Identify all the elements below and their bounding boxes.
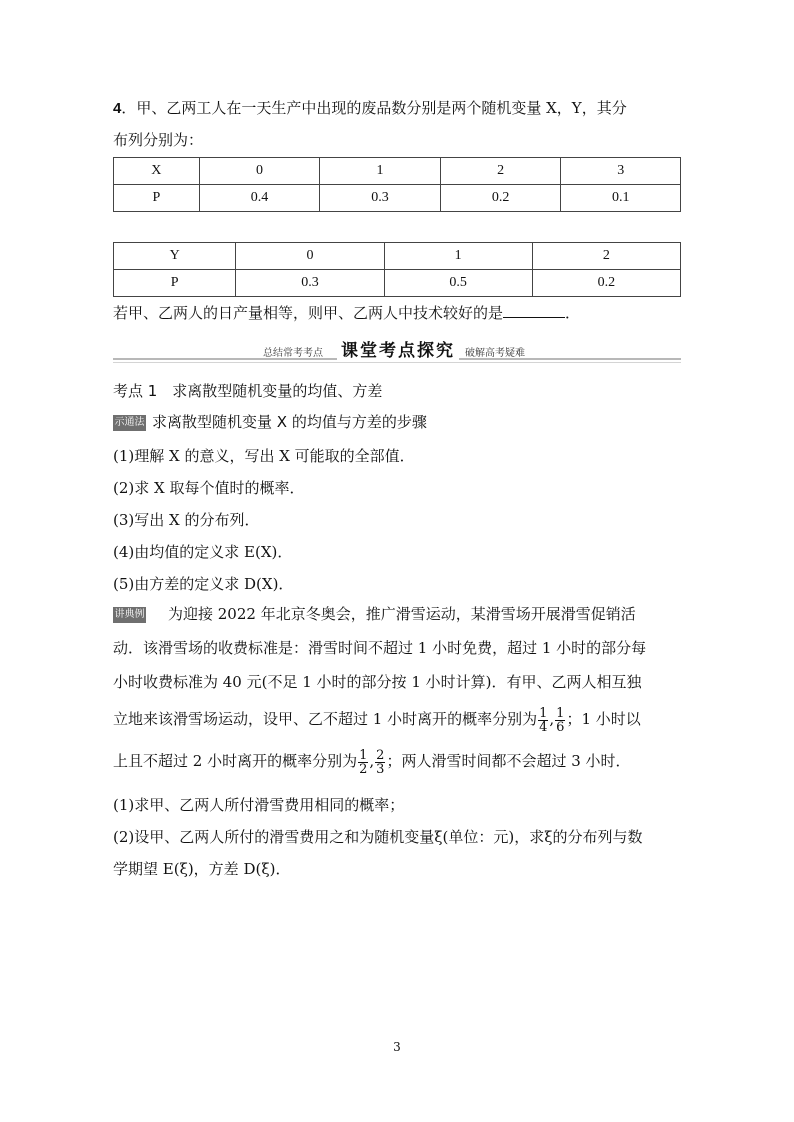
- fraction-denominator: 4: [539, 719, 548, 735]
- example-part-2-line-2: 学期望 E(ξ)，方差 D(ξ)．: [113, 860, 291, 878]
- section-banner: [113, 336, 681, 366]
- method-step: (1)理解 X 的意义，写出 X 可能取的全部值．: [113, 447, 415, 465]
- fraction-denominator: 2: [359, 761, 368, 777]
- question-4-line-1: [113, 98, 627, 119]
- banner-title: 课堂考点探究: [337, 336, 459, 361]
- method-step: (5)由方差的定义求 D(X)．: [113, 575, 294, 593]
- example-line-5: [113, 746, 631, 776]
- method-step: (4)由均值的定义求 E(X)．: [113, 543, 293, 561]
- table-cell: 0.2: [440, 185, 561, 212]
- answer-blank[interactable]: [503, 302, 565, 318]
- method-title: 求离散型随机变量 X 的均值与方差的步骤: [152, 413, 427, 431]
- example-text: ；1 小时以: [566, 710, 641, 728]
- table-cell: 0.3: [320, 185, 441, 212]
- banner-right-text: 破解高考疑难: [465, 348, 525, 359]
- example-text: 立地来该滑雪场运动，设甲、乙不超过 1 小时离开的概率分别为: [113, 710, 538, 728]
- method-heading: [113, 412, 427, 432]
- fraction: [538, 707, 548, 734]
- example-text: ；两人滑雪时间都不会超过 3 小时．: [386, 752, 631, 770]
- fraction-numerator: 1: [556, 705, 565, 721]
- fraction: [375, 749, 385, 776]
- distribution-table-y: [113, 242, 681, 297]
- fraction-denominator: 3: [376, 761, 385, 777]
- example-text: 为迎接 2022 年北京冬奥会，推广滑雪运动，某滑雪场开展滑雪促销活: [168, 605, 636, 623]
- table-cell: 2: [532, 243, 680, 270]
- table-y-header-row: [114, 243, 681, 270]
- example-text: 上且不超过 2 小时离开的概率分别为: [113, 752, 358, 770]
- method-step: (3)写出 X 的分布列．: [113, 511, 260, 529]
- question-number: 4: [113, 100, 122, 117]
- table-cell: 2: [440, 158, 561, 185]
- table-cell: 3: [561, 158, 681, 185]
- fraction-numerator: 1: [539, 705, 548, 721]
- table-cell: P: [114, 185, 200, 212]
- comma: ,: [549, 710, 555, 728]
- method-badge: 示通法: [113, 415, 146, 431]
- fraction-numerator: 1: [359, 747, 368, 763]
- banner-left-text: 总结常考考点: [263, 348, 323, 359]
- table-cell: 1: [320, 158, 441, 185]
- fraction-numerator: 2: [376, 747, 385, 763]
- question-4-conclusion: [113, 302, 580, 323]
- table-x-prob-row: [114, 185, 681, 212]
- page-number: 3: [393, 1040, 401, 1054]
- table-x-header-row: [114, 158, 681, 185]
- kaodian-title: 考点 1 求离散型随机变量的均值、方差: [113, 382, 383, 400]
- table-y-prob-row: [114, 270, 681, 297]
- example-part-2-line-1: (2)设甲、乙两人所付的滑雪费用之和为随机变量ξ(单位：元)，求ξ的分布列与数: [113, 828, 643, 846]
- conclusion-text: 若甲、乙两人的日产量相等，则甲、乙两人中技术较好的是: [113, 304, 504, 322]
- example-line-2: 动．该滑雪场的收费标准是：滑雪时间不超过 1 小时免费，超过 1 小时的部分每: [113, 639, 647, 657]
- comma: ,: [369, 752, 375, 770]
- example-badge: 讲典例: [113, 607, 146, 623]
- conclusion-period: ．: [565, 304, 581, 322]
- table-cell: X: [114, 158, 200, 185]
- example-line-3: 小时收费标准为 40 元(不足 1 小时的部分按 1 小时计算)．有甲、乙两人相互独: [113, 673, 642, 691]
- table-cell: 0.2: [532, 270, 680, 297]
- fraction: [555, 707, 565, 734]
- table-cell: 0: [236, 243, 384, 270]
- question-4-text: ．甲、乙两工人在一天生产中出现的废品数分别是两个随机变量 X，Y，其分: [121, 99, 627, 117]
- example-line-1: [113, 604, 636, 624]
- example-line-4: [113, 704, 641, 734]
- table-cell: 0.4: [199, 185, 320, 212]
- table-cell: 0: [199, 158, 320, 185]
- table-cell: 0.3: [236, 270, 384, 297]
- question-4-line-2: 布列分别为：: [113, 131, 204, 149]
- table-cell: 0.1: [561, 185, 681, 212]
- table-cell: Y: [114, 243, 236, 270]
- fraction: [358, 749, 368, 776]
- table-cell: P: [114, 270, 236, 297]
- fraction-denominator: 6: [556, 719, 565, 735]
- banner-rule: [113, 362, 681, 363]
- table-cell: 1: [384, 243, 532, 270]
- table-cell: 0.5: [384, 270, 532, 297]
- method-step: (2)求 X 取每个值时的概率．: [113, 479, 305, 497]
- example-part-1: (1)求甲、乙两人所付滑雪费用相同的概率；: [113, 796, 405, 814]
- distribution-table-x: [113, 157, 681, 212]
